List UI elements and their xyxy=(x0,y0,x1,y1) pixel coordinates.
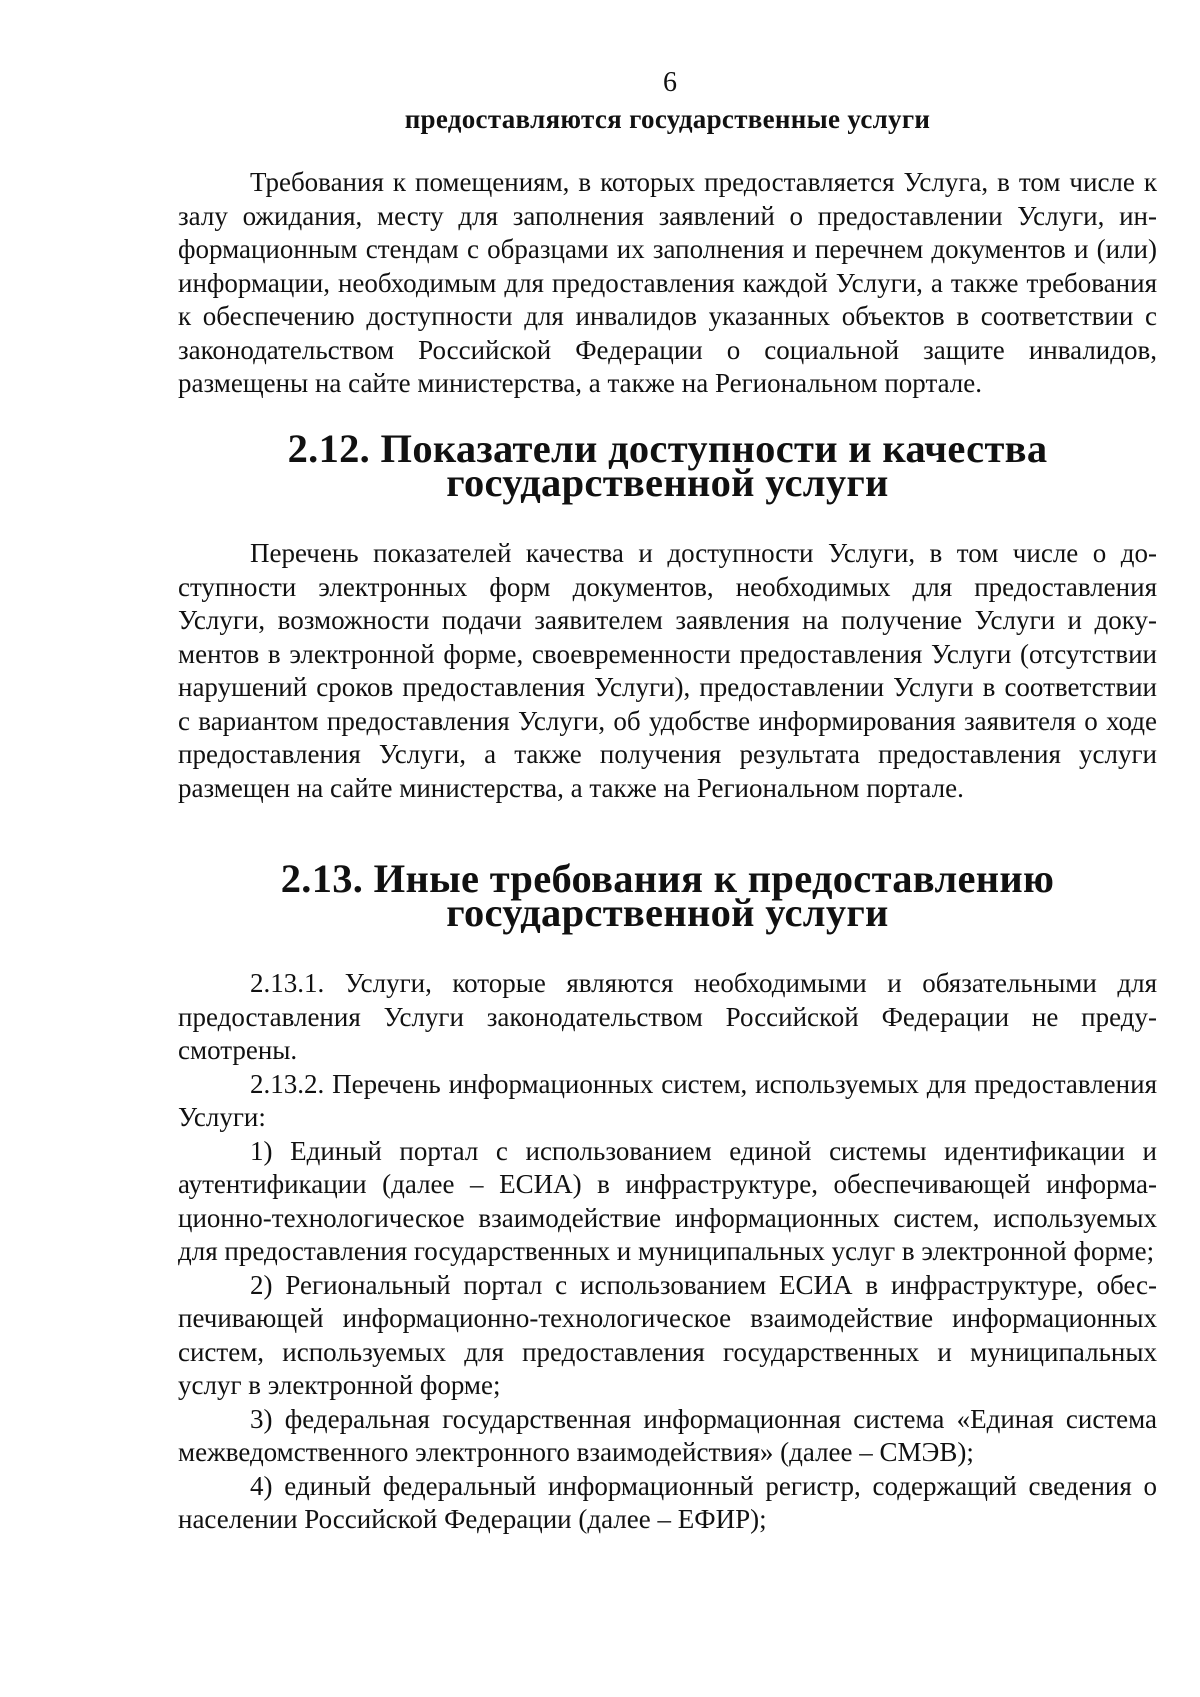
paragraph-quality-indicators: Перечень показателей качества и доступности Услуги, в том числе о доступности электронных форм документов, необходимых для предоставления Услуги, возможности подачи заявителем заявления на получение Услуги и документов в электронной форме, своевременности предоставления Услуги (отсутствии нарушений сроков предоставления Услуги), предоставлении Услуги в соответствии с вариантом предоставления Услуги, об удобстве информирования заявителя о ходе предоставления Услуги, а также получения результата предоставления услуги размещен на сайте министерства, а также на Региональном портале. xyxy=(178,538,1157,803)
section-heading-2-13 xyxy=(178,856,1157,935)
list-item-1-unified-portal: 1) Единый портал с использованием единой системы идентификации и аутентификации (далее – ЕСИА) в инфраструктуре, обеспечивающей информационно-технологическое взаимодействие информационных систем, используемых для предоставления государственных и муниципальных услуг в электронной форме; xyxy=(178,1135,1157,1266)
section-2-11-body xyxy=(178,166,1157,401)
page-number: 6 xyxy=(663,67,677,98)
continuation-heading-block xyxy=(178,103,1157,137)
paragraph-2-13-1: 2.13.1. Услуги, которые являются необходимыми и обязательными для предоставления Услуги законодательством Российской Федерации не предусмотрены. xyxy=(178,968,1157,1065)
list-item-3-smev: 3) федеральная государственная информационная система «Единая система межведомственного электронного взаимодействия» (далее – СМЭВ); xyxy=(178,1403,1157,1467)
section-heading-2-12-line1: 2.12. Показатели доступности и качества xyxy=(287,426,1048,471)
section-heading-2-13-line2: государственной услуги xyxy=(446,889,889,935)
section-heading-2-13-line1: 2.13. Иные требования к предоставлению xyxy=(280,856,1055,901)
section-heading-2-12 xyxy=(178,426,1157,505)
section-2-13 xyxy=(178,856,1157,1537)
section-heading-2-12-line2: государственной услуги xyxy=(446,459,889,505)
paragraph-2-13-2: 2.13.2. Перечень информационных систем, используемых для предоставления Услуги: xyxy=(178,1068,1157,1132)
continuation-heading: предоставляются государственные услуги xyxy=(404,104,931,134)
list-item-4-efir: 4) единый федеральный информационный регистр, содержащий сведения о населении Российской Федерации (далее – ЕФИР); xyxy=(178,1470,1157,1534)
list-item-2-regional-portal: 2) Региональный портал с использованием ЕСИА в инфраструктуре, обеспечивающей информационно-технологическое взаимодействие информационных систем, используемых для предоставления государственных и муниципальных услуг в электронной форме; xyxy=(178,1269,1157,1400)
section-2-12 xyxy=(178,426,1157,805)
paragraph-premises-requirements: Требования к помещениям, в которых предоставляется Услуга, в том числе к залу ожидания, месту для заполнения заявлений о предоставлении Услуги, информационным стендам с образцами их заполнения и перечнем документов и (или) информации, необходимым для предоставления каждой Услуги, а также требования к обеспечению доступности для инвалидов указанных объектов в соответствии с законодательством Российской Федерации о социальной защите инвалидов, размещены на сайте министерства, а также на Региональном портале. xyxy=(178,167,1157,398)
